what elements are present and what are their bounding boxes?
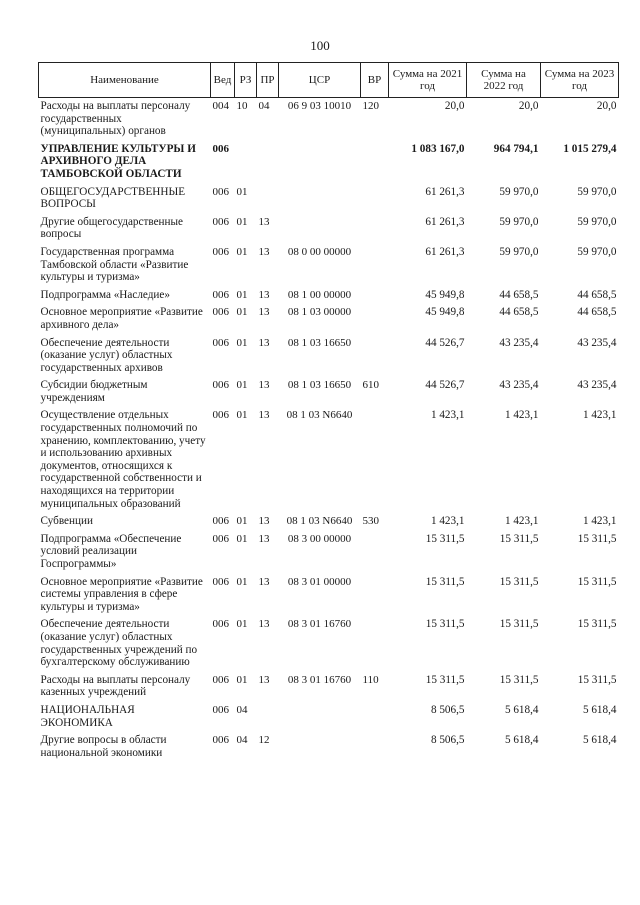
table-row (39, 702, 619, 732)
cell-sum-2022: 15 311,5 (499, 618, 539, 631)
cell-pr: 13 (258, 409, 270, 422)
cell-csr (279, 702, 361, 732)
cell-vr (361, 141, 389, 184)
cell-vr (361, 184, 389, 214)
cell-ved: 006 (212, 734, 229, 747)
cell-rz: 01 (236, 215, 248, 228)
cell-sum-2023: 43 235,4 (577, 379, 617, 392)
cell-name: ОБЩЕГОСУДАРСТВЕННЫЕ ВОПРОСЫ (40, 185, 186, 211)
header-pr: ПР (257, 63, 279, 98)
cell-sum-2022: 59 970,0 (499, 185, 539, 198)
cell-vr (361, 732, 389, 762)
cell-name: Субвенции (40, 515, 93, 528)
cell-ved: 006 (212, 618, 229, 631)
cell-sum-2023: 1 015 279,4 (563, 142, 617, 155)
cell-csr: 08 1 00 00000 (287, 288, 352, 301)
cell-pr: 13 (258, 379, 270, 392)
cell-vr (361, 214, 389, 244)
cell-csr: 08 3 01 16760 (287, 618, 352, 631)
header-sum-2021: Сумма на 2021 год (389, 63, 467, 98)
cell-ved: 006 (212, 288, 229, 301)
header-sum-2023: Сумма на 2023 год (541, 63, 619, 98)
cell-ved: 006 (212, 575, 229, 588)
cell-sum-2022: 59 970,0 (499, 215, 539, 228)
cell-name: Осуществление отдельных государственных полномочий по хранению, комплектованию, учету и использованию архивных документов, относящихся к государственной собственности и находящихся на территории муниципальных образований (40, 409, 206, 510)
cell-sum-2023: 20,0 (596, 100, 617, 112)
cell-sum-2023: 44 658,5 (577, 288, 617, 301)
cell-vr (361, 531, 389, 574)
header-ved: Вед (211, 63, 235, 98)
cell-pr: 13 (258, 575, 270, 588)
cell-rz: 01 (236, 673, 248, 686)
cell-pr (257, 184, 279, 214)
table-row (39, 98, 619, 141)
table-row (39, 214, 619, 244)
cell-sum-2022: 5 618,4 (504, 703, 539, 716)
header-vr: ВР (361, 63, 389, 98)
cell-name: Другие общегосударственные вопросы (40, 215, 184, 241)
cell-sum-2023: 15 311,5 (577, 532, 617, 545)
cell-sum-2023: 59 970,0 (577, 245, 617, 258)
cell-sum-2022: 59 970,0 (499, 245, 539, 258)
cell-sum-2021: 44 526,7 (425, 336, 465, 349)
cell-ved: 006 (212, 142, 229, 155)
cell-sum-2021: 61 261,3 (425, 215, 465, 228)
cell-sum-2022: 20,0 (518, 100, 539, 112)
cell-sum-2021: 1 423,1 (430, 409, 465, 422)
cell-sum-2021: 15 311,5 (425, 532, 465, 545)
cell-rz: 10 (236, 100, 248, 112)
table-row (39, 335, 619, 378)
cell-sum-2022: 5 618,4 (504, 734, 539, 747)
cell-sum-2021: 1 083 167,0 (411, 142, 465, 155)
cell-ved: 006 (212, 215, 229, 228)
cell-vr (361, 407, 389, 513)
cell-csr: 08 1 03 16650 (287, 336, 352, 349)
cell-sum-2022: 44 658,5 (499, 288, 539, 301)
table-row (39, 287, 619, 305)
cell-pr (257, 702, 279, 732)
cell-sum-2022: 1 423,1 (504, 515, 539, 528)
cell-rz: 01 (236, 515, 248, 528)
table-row (39, 304, 619, 334)
cell-ved: 006 (212, 673, 229, 686)
table-row (39, 531, 619, 574)
cell-sum-2023: 59 970,0 (577, 185, 617, 198)
cell-vr: 110 (362, 673, 379, 686)
cell-csr: 08 1 03 16650 (287, 379, 352, 392)
cell-sum-2023: 1 423,1 (582, 515, 617, 528)
header-csr: ЦСР (279, 63, 361, 98)
cell-sum-2022: 43 235,4 (499, 336, 539, 349)
cell-name: Подпрограмма «Наследие» (40, 288, 170, 301)
cell-pr (257, 141, 279, 184)
cell-csr (279, 141, 361, 184)
page-number: 100 (310, 38, 330, 53)
table-row (39, 244, 619, 287)
cell-csr: 08 0 00 00000 (287, 245, 352, 258)
table-row (39, 616, 619, 671)
budget-table (38, 62, 619, 762)
cell-csr (279, 214, 361, 244)
cell-sum-2023: 43 235,4 (577, 336, 617, 349)
cell-name: УПРАВЛЕНИЕ КУЛЬТУРЫ И АРХИВНОГО ДЕЛА ТАМБОВСКОЙ ОБЛАСТИ (40, 142, 196, 180)
cell-vr (361, 244, 389, 287)
table-row (39, 141, 619, 184)
header-name: Наименование (39, 63, 211, 98)
cell-ved: 006 (212, 409, 229, 422)
cell-sum-2021: 1 423,1 (430, 515, 465, 528)
cell-name: НАЦИОНАЛЬНАЯ ЭКОНОМИКА (40, 703, 135, 729)
cell-ved: 006 (212, 515, 229, 528)
cell-name: Обеспечение деятельности (оказание услуг) областных государственных архивов (40, 336, 173, 374)
cell-sum-2023: 15 311,5 (577, 575, 617, 588)
cell-rz (235, 141, 257, 184)
cell-sum-2022: 15 311,5 (499, 575, 539, 588)
cell-sum-2022: 43 235,4 (499, 379, 539, 392)
cell-pr: 12 (258, 734, 270, 747)
cell-vr (361, 574, 389, 617)
cell-vr: 530 (362, 515, 379, 528)
cell-sum-2023: 1 423,1 (582, 409, 617, 422)
cell-csr: 08 1 03 00000 (287, 306, 352, 319)
cell-ved: 006 (212, 245, 229, 258)
cell-ved: 004 (212, 100, 229, 112)
cell-sum-2022: 15 311,5 (499, 673, 539, 686)
table-row (39, 513, 619, 531)
cell-sum-2021: 45 949,8 (425, 288, 465, 301)
header-rz: РЗ (235, 63, 257, 98)
cell-pr: 13 (258, 673, 270, 686)
cell-vr: 610 (362, 379, 379, 392)
cell-sum-2021: 15 311,5 (425, 673, 465, 686)
table-row (39, 184, 619, 214)
table-row (39, 574, 619, 617)
cell-sum-2021: 44 526,7 (425, 379, 465, 392)
cell-rz: 01 (236, 336, 248, 349)
cell-pr: 13 (258, 288, 270, 301)
cell-sum-2021: 61 261,3 (425, 245, 465, 258)
cell-vr (361, 702, 389, 732)
cell-ved: 006 (212, 336, 229, 349)
cell-vr: 120 (362, 100, 379, 112)
cell-rz: 01 (236, 288, 248, 301)
cell-csr: 08 3 00 00000 (287, 532, 352, 545)
cell-sum-2021: 15 311,5 (425, 618, 465, 631)
cell-pr: 13 (258, 532, 270, 545)
cell-pr: 13 (258, 515, 270, 528)
cell-rz: 01 (236, 618, 248, 631)
cell-sum-2023: 44 658,5 (577, 306, 617, 319)
table-row (39, 407, 619, 513)
cell-rz: 01 (236, 185, 248, 198)
cell-name: Основное мероприятие «Развитие системы управления в сфере культуры и туризма» (40, 575, 203, 613)
header-sum-2022: Сумма на 2022 год (467, 63, 541, 98)
table-header-row (39, 63, 619, 98)
cell-csr: 06 9 03 10010 (287, 100, 352, 112)
cell-csr: 08 3 01 16760 (287, 673, 352, 686)
cell-sum-2021: 8 506,5 (430, 734, 465, 747)
cell-ved: 006 (212, 306, 229, 319)
cell-name: Государственная программа Тамбовской области «Развитие культуры и туризма» (40, 245, 189, 284)
cell-pr: 13 (258, 306, 270, 319)
cell-pr: 13 (258, 618, 270, 631)
cell-vr (361, 287, 389, 305)
cell-sum-2023: 59 970,0 (577, 215, 617, 228)
table-row (39, 672, 619, 702)
cell-name: Подпрограмма «Обеспечение условий реализации Госпрограммы» (40, 532, 182, 570)
cell-sum-2023: 5 618,4 (582, 734, 617, 747)
table-row (39, 377, 619, 407)
cell-rz: 04 (236, 703, 248, 716)
cell-pr: 04 (258, 100, 270, 112)
cell-csr: 08 1 03 N6640 (286, 515, 353, 528)
cell-sum-2022: 44 658,5 (499, 306, 539, 319)
cell-name: Другие вопросы в области национальной экономики (40, 734, 167, 759)
cell-rz: 01 (236, 245, 248, 258)
cell-sum-2021: 45 949,8 (425, 306, 465, 319)
cell-rz: 01 (236, 306, 248, 319)
cell-ved: 006 (212, 185, 229, 198)
cell-sum-2021: 61 261,3 (425, 185, 465, 198)
cell-sum-2021: 20,0 (444, 100, 465, 112)
cell-rz: 04 (236, 734, 248, 747)
cell-ved: 006 (212, 379, 229, 392)
cell-sum-2023: 15 311,5 (577, 673, 617, 686)
cell-name: Обеспечение деятельности (оказание услуг) областных государственных учреждений по бухгалтерскому обслуживанию (40, 618, 198, 669)
cell-csr (279, 184, 361, 214)
table-row (39, 732, 619, 762)
cell-rz: 01 (236, 409, 248, 422)
cell-sum-2022: 1 423,1 (504, 409, 539, 422)
cell-csr: 08 3 01 00000 (287, 575, 352, 588)
cell-sum-2023: 15 311,5 (577, 618, 617, 631)
cell-vr (361, 335, 389, 378)
cell-name: Основное мероприятие «Развитие архивного дела» (40, 306, 203, 331)
cell-pr: 13 (258, 215, 270, 228)
cell-sum-2023: 5 618,4 (582, 703, 617, 716)
cell-csr: 08 1 03 N6640 (286, 409, 353, 422)
cell-sum-2022: 964 794,1 (493, 142, 539, 155)
cell-sum-2022: 15 311,5 (499, 532, 539, 545)
cell-ved: 006 (212, 703, 229, 716)
cell-sum-2021: 8 506,5 (430, 703, 465, 716)
cell-ved: 006 (212, 532, 229, 545)
cell-rz: 01 (236, 575, 248, 588)
cell-rz: 01 (236, 532, 248, 545)
cell-sum-2021: 15 311,5 (425, 575, 465, 588)
cell-name: Субсидии бюджетным учреждениям (40, 379, 148, 404)
cell-vr (361, 616, 389, 671)
cell-rz: 01 (236, 379, 248, 392)
cell-vr (361, 304, 389, 334)
cell-pr: 13 (258, 336, 270, 349)
cell-pr: 13 (258, 245, 270, 258)
cell-csr (279, 732, 361, 762)
cell-name: Расходы на выплаты персоналу казенных учреждений (40, 673, 191, 699)
cell-name: Расходы на выплаты персоналу государственных (муниципальных) органов (40, 100, 191, 138)
